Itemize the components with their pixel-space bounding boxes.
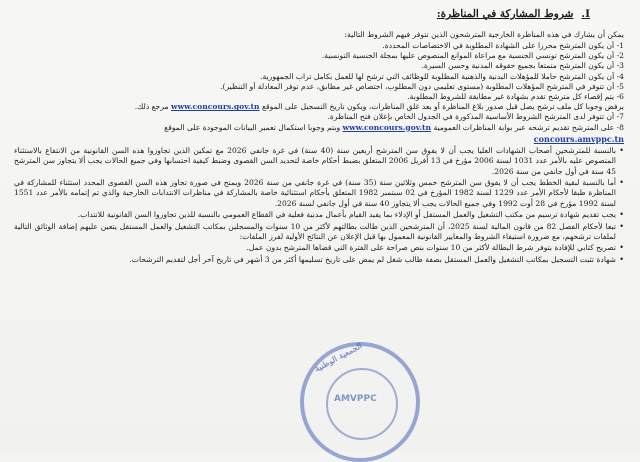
note-item: • تبعا لأحكام الفصل 82 من قانون المالية لسنة 2025، أن المترشحين الذين طالت بطالتهم لأكثر من 10 سنوات والمسجلين بمكاتب التشغيل والعمل المستقل يتعين عليهم إضافة الوثائق التالية لملفات ترشحهم، مع ضرورة استيفاء الشروط والمعايير القانونية المعمول بها قبل الإعلان عن النتائج الأولية لفرز الملفات: [14,222,624,243]
condition-item: 6- يتم إقصاء كل مترشح تقدم بشهادة غير مطابقة للشروط المطلوبة. [407,92,624,102]
concours-amvppc-link[interactable]: concours.amvppc.tn [533,133,624,144]
stamp-ring-text: الجمعية الوطنية [312,340,364,374]
section-number: I. [581,8,590,20]
stamp-inner-ring [326,368,398,440]
official-stamp [300,342,420,462]
note-item: • تصريح كتابي للإفادة بتوفر شرط البطالة لأكثر من 10 سنوات بنص صراحة على الفترة التي قضاها المترشح بدون عمل. [14,243,624,253]
condition-8-tail: وبتم وجوبا استكمال تعمير البيانات الموجودة على الموقع [164,122,341,132]
concours-gov-link-2[interactable]: www.concours.gov.tn [342,122,432,132]
condition-6-text: يرفض وجوبا كل ملف ترشح يصل قبل صدور بلاغ المناظرة أو بعد غلق المناظرات، ويكون تاريخ التسجيل على الموقع [262,102,624,112]
note-item: • يجب تقديم شهادة ترسيم من مكتب التشغيل والعمل المستقل أو الإدلاء بما يفيد القيام بأعمال مدنية فعلية في القطاع العمومي بالنسبة للذين تجاوزوا السن القانونية للانتداب. [14,210,624,220]
condition-item-continuation [14,102,624,112]
condition-item: 1- أن يكون المترشح محرزا على الشهادة المطلوبة في الاختصاصات المحددة. [382,41,624,50]
section-heading [14,8,624,20]
notes-list [14,146,624,265]
conditions-list [14,41,624,133]
condition-item: 2- أن يكون المترشح تونسي الجنسية مع مراعاة الموانع المنصوص عليها بمجلة الجنسية التونسية. [321,51,624,61]
condition-8-text: 8- على المترشح تقديم ترشحه عبر بوابة المناظرات العمومية [433,122,624,132]
intro-paragraph: يمكن أن يشارك في هذه المناظرة الخارجية المترشحون الذين تتوفر فيهم الشروط التالية: [344,30,624,39]
concours-gov-link[interactable]: www.concours.gov.tn [171,102,260,112]
condition-item: 3- أن يكون المترشح متمتعا بجميع حقوقه المدنية وحسن السيرة. [421,61,624,71]
note-item: • شهادة تثبت التسجيل بمكاتب التشغيل والعمل المستقل بصفة طالب شغل لم يمض على تاريخ تسليمها أكثر من 3 أشهر في تاريخ آخر أجل لتقديم الترشحات. [14,255,624,265]
section-title: شروط المشاركة في المناظرة: [436,8,574,20]
condition-6-tail: مرجع ذلك. [134,102,169,112]
note-item: • بالنسبة للمترشحين أصحاب الشهادات العليا يجب أن لا يفوق سن المترشح أربعين سنة (40 سنة) في غرة جانفي 2026 مع تمكين الذين تجاوزوا هذه السن القانونية من الانتفاع بالاستثناء المنصوص عليه بالأمر عدد 1031 لسنة 2006 مؤرخ في 13 أفريل 2006 المتعلق بضبط أحكام خاصة لتحديد السن القصوى وضبط كيفية احتسابها وفي جميع الحالات يجب ألا يتجاوز سن المترشح 45 سنة في أول جانفي من سنة 2026. [14,146,624,177]
stamp-code: AMVPPC [334,394,377,404]
condition-item [14,123,624,133]
condition-item: 5- أن تتوفر في المترشح المؤهلات المطلوبة (مستوى تعليمي دون المطلوب، اختصاص غير مطابق، عدم توفر المعادلة أو التنظير). [220,81,624,91]
condition-item: 7- أن تتوفر لدى المترشح الشروط الأساسية المذكورة في الجدول الخاص بإعلان فتح المناظرة. [327,112,624,122]
condition-item: 4- أن يكون المترشح حاملا للمؤهلات البدنية والذهنية المطلوبة للوظائف التي ترشح لها للعمل بكامل تراب الجمهورية. [260,71,624,81]
note-item: • أما بالنسبة لبقية الخطط يجب أن لا يفوق سن المترشح خمس وثلاثين سنة (35 سنة) في غرة جانفي من سنة 2026 ويمنح في صورة تجاوز هذه السن القصوى المحدد استثناء للمشاركة في المناظرة طبقا لأحكام الأمر عدد 1229 لسنة 1982 المؤرخ في 02 سبتمبر 1982 المتعلق بأحكام استثنائية خاصة بالمشاركة في مناظرات الانتدابات الخارجية والذي تم إتمامه بالأمر عدد 1551 لسنة 1992 مؤرخ في 28 أوت 1992 وفي جميع الحالات يجب ألا يتجاوز 40 سنة في أول جانفي لسنة 2026. [14,178,624,209]
